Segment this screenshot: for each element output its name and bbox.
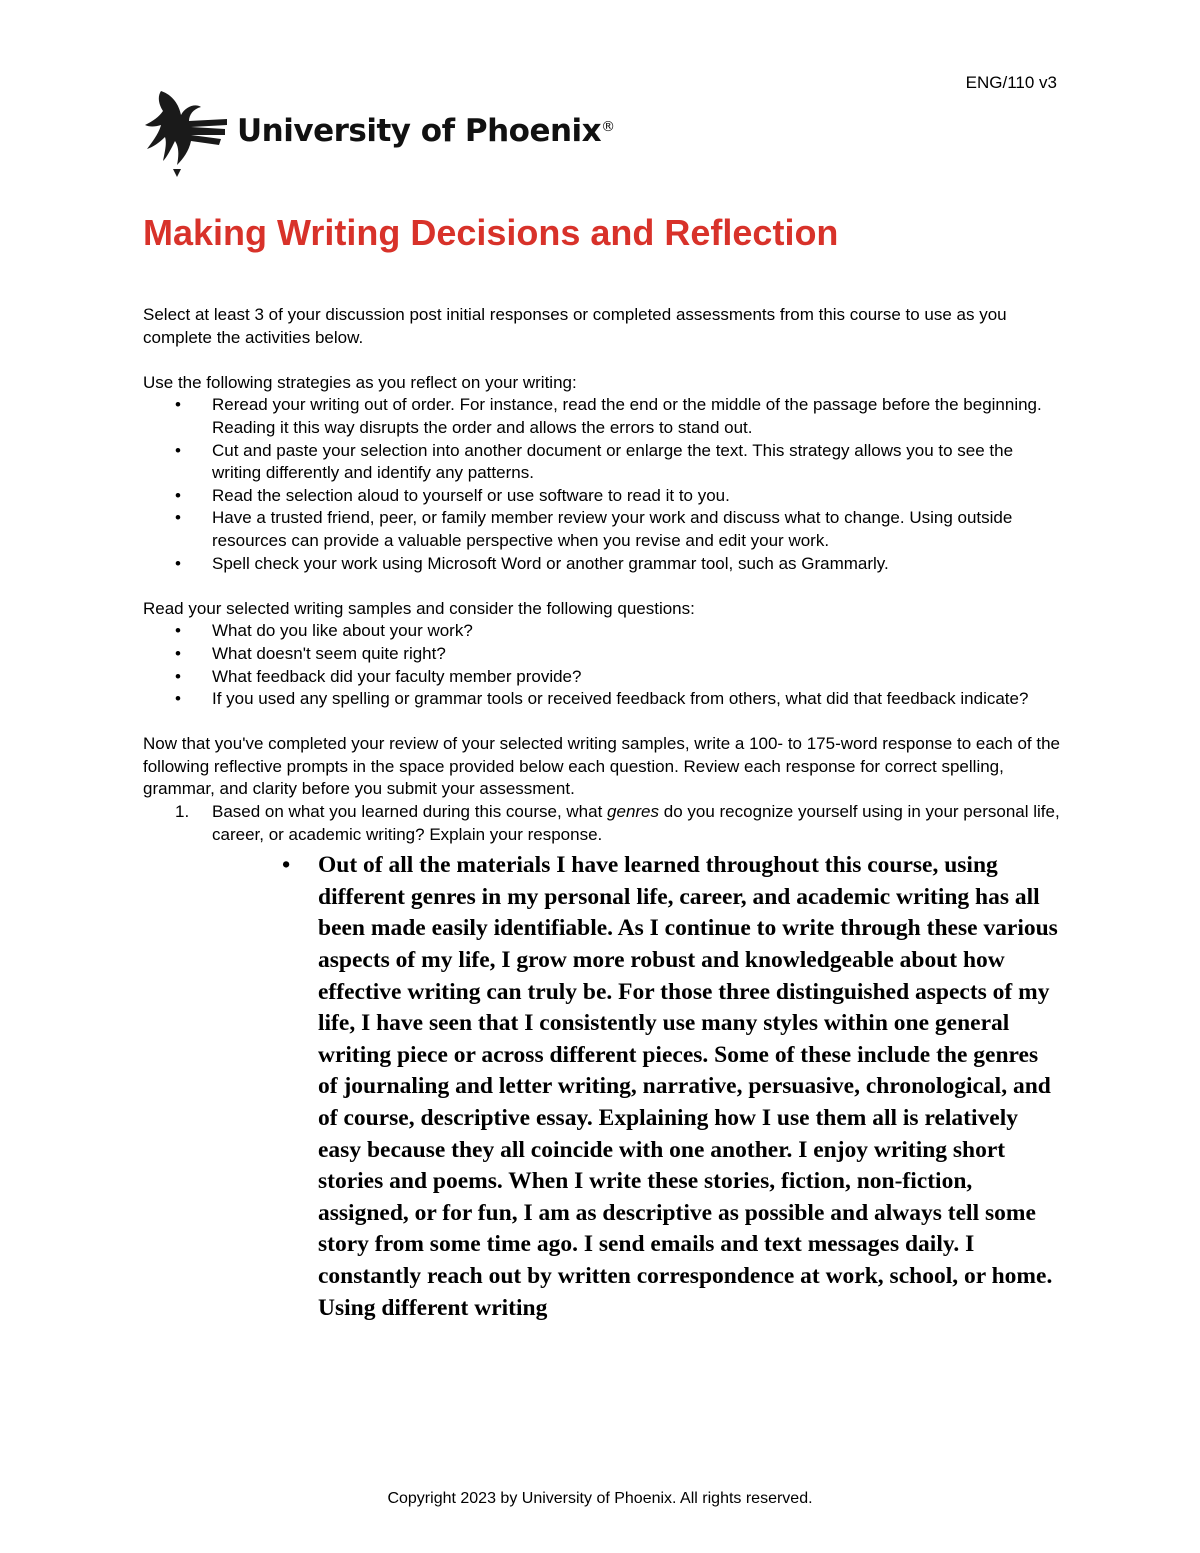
questions-list [143,620,1063,710]
list-item: • What feedback did your faculty member provide? [212,666,1063,689]
intro-paragraph: Select at least 3 of your discussion post initial responses or completed assessments from this course to use as you complete the activities below. [143,305,1007,347]
prompt-item [175,801,1063,1324]
prompt-emphasis: genres [607,802,660,822]
list-item: • Read the selection aloud to yourself or use software to read it to you. [212,485,1063,508]
list-item: • Spell check your work using Microsoft Word or another grammar tool, such as Grammarly. [212,553,1063,576]
list-item: • What do you like about your work? [212,620,1063,643]
prompt-number: 1. [175,802,190,822]
prompts-list [143,801,1063,1324]
copyright-footer: Copyright 2023 by University of Phoenix. All rights reserved. [387,1490,813,1507]
university-logo [143,85,615,177]
phoenix-bird-icon [143,85,229,177]
prompt-intro-paragraph: Now that you've completed your review of your selected writing samples, write a 100- to 175-word response to each of the following reflective prompts in the space provided below each question. Review each response for correct spelling, grammar, and clarity before you submit your assessment. [143,734,1060,799]
prompt-text-after: do you recognize yourself using in your personal life, career, or academic writing? Explain your response. [212,802,1060,844]
page-title: Making Writing Decisions and Reflection [143,212,839,253]
list-item: • Have a trusted friend, peer, or family member review your work and discuss what to change. Using outside resources can provide a valuable perspective when you revise and edit your work. [212,507,1063,552]
prompt-text-before: Based on what you learned during this course, what [212,802,608,822]
logo-wordmark: University of Phoenix® [237,113,615,149]
strategies-list [143,394,1063,575]
assignment-body [143,304,1063,1324]
course-code: ENG/110 v3 [965,73,1057,92]
list-item: • Cut and paste your selection into another document or enlarge the text. This strategy allows you to see the writing differently and identify any patterns. [212,440,1063,485]
list-item: • If you used any spelling or grammar tools or received feedback from others, what did that feedback indicate? [212,688,1063,711]
response-text: • Out of all the materials I have learned throughout this course, using different genres in my personal life, career, and academic writing has all been made easily identifiable. As I continue to write through these various aspects of my life, I grow more robust and knowledgeable about how effective writing can truly be. For those three distinguished aspects of my life, I have seen that I consistently use many styles within one general writing piece or across different pieces. Some of these include the genres of journaling and letter writing, narrative, persuasive, chronological, and of course, descriptive essay. Explaining how I use them all is relatively easy because they all coincide with one another. I enjoy writing short stories and poems. When I write these stories, fiction, non-fiction, assigned, or for fun, I am as descriptive as possible and always tell some story from some time ago. I send emails and text messages daily. I constantly reach out by written correspondence at work, school, or home. Using different writing [318,850,1063,1324]
list-item: • Reread your writing out of order. For instance, read the end or the middle of the passage before the beginning. Reading it this way disrupts the order and allows the errors to stand out. [212,394,1063,439]
questions-lead: Read your selected writing samples and consider the following questions: [143,598,695,618]
list-item: • What doesn't seem quite right? [212,643,1063,666]
strategies-lead: Use the following strategies as you reflect on your writing: [143,372,577,392]
response-list [212,850,1063,1324]
